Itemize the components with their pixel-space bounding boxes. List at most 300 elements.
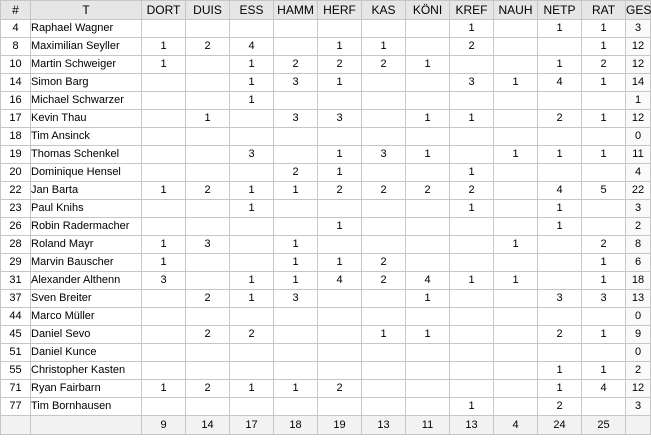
header-team-8[interactable]: NAUH xyxy=(494,1,538,20)
score-cell[interactable]: 1 xyxy=(142,56,186,74)
player-number[interactable]: 44 xyxy=(1,308,31,326)
score-cell[interactable]: 1 xyxy=(582,20,626,38)
team-total[interactable]: 25 xyxy=(582,416,626,435)
score-cell[interactable] xyxy=(362,74,406,92)
score-cell[interactable]: 1 xyxy=(230,380,274,398)
score-cell[interactable] xyxy=(494,182,538,200)
score-cell[interactable]: 1 xyxy=(142,182,186,200)
team-total[interactable]: 9 xyxy=(142,416,186,435)
score-cell[interactable] xyxy=(186,398,230,416)
score-cell[interactable] xyxy=(538,272,582,290)
score-cell[interactable] xyxy=(230,344,274,362)
team-total[interactable]: 14 xyxy=(186,416,230,435)
score-cell[interactable] xyxy=(406,344,450,362)
score-cell[interactable] xyxy=(362,308,406,326)
score-cell[interactable] xyxy=(406,74,450,92)
player-name[interactable]: Sven Breiter xyxy=(31,290,142,308)
score-cell[interactable] xyxy=(186,362,230,380)
score-cell[interactable] xyxy=(582,200,626,218)
score-cell[interactable]: 2 xyxy=(186,38,230,56)
score-cell[interactable]: 2 xyxy=(274,164,318,182)
score-cell[interactable]: 1 xyxy=(230,182,274,200)
player-number[interactable]: 17 xyxy=(1,110,31,128)
player-name[interactable]: Paul Knihs xyxy=(31,200,142,218)
score-cell[interactable]: 1 xyxy=(450,164,494,182)
score-cell[interactable] xyxy=(582,128,626,146)
player-name[interactable]: Marvin Bauscher xyxy=(31,254,142,272)
player-total[interactable]: 0 xyxy=(626,308,651,326)
score-cell[interactable]: 2 xyxy=(538,326,582,344)
score-cell[interactable]: 1 xyxy=(450,200,494,218)
score-cell[interactable] xyxy=(186,20,230,38)
score-cell[interactable] xyxy=(274,92,318,110)
player-total[interactable]: 14 xyxy=(626,74,651,92)
score-cell[interactable]: 1 xyxy=(142,38,186,56)
player-number[interactable]: 4 xyxy=(1,20,31,38)
score-cell[interactable] xyxy=(142,398,186,416)
player-name[interactable]: Thomas Schenkel xyxy=(31,146,142,164)
score-cell[interactable]: 1 xyxy=(538,200,582,218)
score-cell[interactable] xyxy=(538,236,582,254)
score-cell[interactable] xyxy=(274,146,318,164)
player-total[interactable]: 8 xyxy=(626,236,651,254)
score-cell[interactable] xyxy=(406,128,450,146)
player-number[interactable]: 28 xyxy=(1,236,31,254)
score-cell[interactable] xyxy=(450,56,494,74)
header-team-9[interactable]: NETP xyxy=(538,1,582,20)
score-cell[interactable] xyxy=(582,164,626,182)
score-cell[interactable] xyxy=(274,128,318,146)
score-cell[interactable]: 1 xyxy=(406,326,450,344)
score-cell[interactable]: 1 xyxy=(362,38,406,56)
score-cell[interactable] xyxy=(186,218,230,236)
score-cell[interactable] xyxy=(538,38,582,56)
player-number[interactable]: 26 xyxy=(1,218,31,236)
player-number[interactable]: 14 xyxy=(1,74,31,92)
score-cell[interactable]: 1 xyxy=(538,20,582,38)
score-cell[interactable]: 2 xyxy=(362,254,406,272)
header-num[interactable]: # xyxy=(1,1,31,20)
score-cell[interactable]: 1 xyxy=(450,272,494,290)
score-cell[interactable] xyxy=(142,110,186,128)
score-cell[interactable]: 2 xyxy=(450,182,494,200)
score-cell[interactable] xyxy=(582,398,626,416)
score-cell[interactable] xyxy=(450,236,494,254)
score-cell[interactable] xyxy=(406,380,450,398)
score-cell[interactable] xyxy=(186,272,230,290)
score-cell[interactable] xyxy=(142,362,186,380)
team-total[interactable]: 4 xyxy=(494,416,538,435)
player-number[interactable]: 55 xyxy=(1,362,31,380)
team-total[interactable]: 17 xyxy=(230,416,274,435)
score-cell[interactable]: 2 xyxy=(274,56,318,74)
score-cell[interactable]: 1 xyxy=(230,74,274,92)
score-cell[interactable]: 2 xyxy=(450,38,494,56)
header-team-7[interactable]: KREF xyxy=(450,1,494,20)
score-cell[interactable]: 4 xyxy=(406,272,450,290)
score-cell[interactable] xyxy=(538,308,582,326)
score-cell[interactable] xyxy=(142,74,186,92)
player-name[interactable]: Dominique Hensel xyxy=(31,164,142,182)
score-cell[interactable] xyxy=(362,200,406,218)
score-cell[interactable] xyxy=(494,20,538,38)
score-cell[interactable]: 1 xyxy=(582,272,626,290)
score-cell[interactable] xyxy=(318,236,362,254)
score-cell[interactable]: 3 xyxy=(582,290,626,308)
player-total[interactable]: 2 xyxy=(626,218,651,236)
score-cell[interactable]: 3 xyxy=(538,290,582,308)
player-name[interactable]: Robin Radermacher xyxy=(31,218,142,236)
score-cell[interactable] xyxy=(142,20,186,38)
player-name[interactable]: Marco Müller xyxy=(31,308,142,326)
score-cell[interactable]: 1 xyxy=(142,254,186,272)
player-number[interactable]: 71 xyxy=(1,380,31,398)
score-cell[interactable] xyxy=(230,308,274,326)
score-cell[interactable]: 2 xyxy=(318,182,362,200)
score-cell[interactable]: 1 xyxy=(274,182,318,200)
score-cell[interactable]: 1 xyxy=(230,290,274,308)
totals-empty-num[interactable] xyxy=(1,416,31,435)
score-cell[interactable]: 1 xyxy=(274,236,318,254)
score-cell[interactable] xyxy=(318,344,362,362)
score-cell[interactable] xyxy=(450,326,494,344)
score-cell[interactable]: 1 xyxy=(406,290,450,308)
score-cell[interactable] xyxy=(450,146,494,164)
score-cell[interactable]: 3 xyxy=(274,74,318,92)
header-team-4[interactable]: HERF xyxy=(318,1,362,20)
player-number[interactable]: 20 xyxy=(1,164,31,182)
player-number[interactable]: 37 xyxy=(1,290,31,308)
player-total[interactable]: 3 xyxy=(626,398,651,416)
score-cell[interactable]: 1 xyxy=(318,146,362,164)
score-cell[interactable]: 1 xyxy=(538,218,582,236)
score-cell[interactable]: 1 xyxy=(362,326,406,344)
score-cell[interactable]: 1 xyxy=(582,110,626,128)
score-cell[interactable]: 1 xyxy=(582,146,626,164)
player-total[interactable]: 3 xyxy=(626,200,651,218)
score-cell[interactable] xyxy=(538,128,582,146)
score-cell[interactable] xyxy=(450,218,494,236)
score-cell[interactable] xyxy=(142,92,186,110)
score-cell[interactable]: 1 xyxy=(318,164,362,182)
header-team-10[interactable]: RAT xyxy=(582,1,626,20)
score-cell[interactable] xyxy=(362,218,406,236)
player-total[interactable]: 6 xyxy=(626,254,651,272)
score-cell[interactable]: 1 xyxy=(318,38,362,56)
score-cell[interactable] xyxy=(362,398,406,416)
score-cell[interactable]: 1 xyxy=(494,146,538,164)
score-cell[interactable] xyxy=(274,344,318,362)
score-cell[interactable]: 1 xyxy=(538,146,582,164)
score-cell[interactable]: 2 xyxy=(582,56,626,74)
player-number[interactable]: 16 xyxy=(1,92,31,110)
score-cell[interactable]: 1 xyxy=(230,92,274,110)
team-total[interactable]: 13 xyxy=(450,416,494,435)
score-cell[interactable]: 3 xyxy=(318,110,362,128)
score-cell[interactable]: 2 xyxy=(362,182,406,200)
score-cell[interactable] xyxy=(274,38,318,56)
score-cell[interactable]: 1 xyxy=(406,56,450,74)
score-cell[interactable]: 2 xyxy=(230,326,274,344)
score-cell[interactable]: 3 xyxy=(186,236,230,254)
player-name[interactable]: Michael Schwarzer xyxy=(31,92,142,110)
score-cell[interactable] xyxy=(494,362,538,380)
score-cell[interactable] xyxy=(362,380,406,398)
score-cell[interactable]: 3 xyxy=(274,110,318,128)
score-cell[interactable] xyxy=(318,290,362,308)
score-cell[interactable]: 1 xyxy=(582,254,626,272)
score-cell[interactable] xyxy=(538,164,582,182)
player-total[interactable]: 4 xyxy=(626,164,651,182)
score-cell[interactable] xyxy=(494,380,538,398)
score-cell[interactable]: 1 xyxy=(450,110,494,128)
team-total[interactable]: 18 xyxy=(274,416,318,435)
team-total[interactable]: 13 xyxy=(362,416,406,435)
score-cell[interactable] xyxy=(450,362,494,380)
score-cell[interactable] xyxy=(186,56,230,74)
score-cell[interactable] xyxy=(582,218,626,236)
score-cell[interactable] xyxy=(186,146,230,164)
score-cell[interactable]: 2 xyxy=(362,272,406,290)
score-cell[interactable]: 1 xyxy=(494,236,538,254)
score-cell[interactable] xyxy=(406,20,450,38)
player-name[interactable]: Daniel Kunce xyxy=(31,344,142,362)
score-cell[interactable] xyxy=(406,236,450,254)
score-cell[interactable]: 4 xyxy=(538,182,582,200)
score-cell[interactable]: 1 xyxy=(318,218,362,236)
score-cell[interactable]: 2 xyxy=(362,56,406,74)
score-cell[interactable] xyxy=(142,290,186,308)
score-cell[interactable] xyxy=(494,308,538,326)
score-cell[interactable]: 3 xyxy=(362,146,406,164)
score-cell[interactable] xyxy=(142,128,186,146)
player-name[interactable]: Ryan Fairbarn xyxy=(31,380,142,398)
score-cell[interactable]: 1 xyxy=(230,56,274,74)
score-cell[interactable]: 4 xyxy=(582,380,626,398)
score-cell[interactable]: 1 xyxy=(186,110,230,128)
score-cell[interactable]: 1 xyxy=(582,38,626,56)
score-cell[interactable] xyxy=(274,308,318,326)
score-cell[interactable]: 2 xyxy=(318,56,362,74)
header-team-3[interactable]: HAMM xyxy=(274,1,318,20)
score-cell[interactable] xyxy=(494,92,538,110)
score-cell[interactable] xyxy=(494,200,538,218)
header-total[interactable]: GES xyxy=(626,1,651,20)
score-cell[interactable] xyxy=(582,308,626,326)
player-total[interactable]: 12 xyxy=(626,56,651,74)
score-cell[interactable] xyxy=(274,326,318,344)
score-cell[interactable] xyxy=(142,218,186,236)
player-name[interactable]: Tim Bornhausen xyxy=(31,398,142,416)
score-cell[interactable] xyxy=(494,128,538,146)
score-cell[interactable]: 1 xyxy=(318,74,362,92)
player-number[interactable]: 51 xyxy=(1,344,31,362)
player-number[interactable]: 77 xyxy=(1,398,31,416)
score-cell[interactable]: 1 xyxy=(142,380,186,398)
score-cell[interactable] xyxy=(318,398,362,416)
score-cell[interactable] xyxy=(450,92,494,110)
player-number[interactable]: 10 xyxy=(1,56,31,74)
score-cell[interactable] xyxy=(142,344,186,362)
score-cell[interactable] xyxy=(318,128,362,146)
score-cell[interactable] xyxy=(450,290,494,308)
score-cell[interactable] xyxy=(362,128,406,146)
score-cell[interactable] xyxy=(494,164,538,182)
player-total[interactable]: 12 xyxy=(626,110,651,128)
score-cell[interactable] xyxy=(362,236,406,254)
score-cell[interactable] xyxy=(494,56,538,74)
score-cell[interactable] xyxy=(450,128,494,146)
score-cell[interactable]: 1 xyxy=(582,362,626,380)
score-cell[interactable] xyxy=(582,344,626,362)
score-cell[interactable] xyxy=(362,20,406,38)
score-cell[interactable] xyxy=(406,164,450,182)
player-total[interactable]: 0 xyxy=(626,128,651,146)
score-cell[interactable] xyxy=(406,308,450,326)
score-cell[interactable] xyxy=(494,254,538,272)
score-cell[interactable]: 1 xyxy=(230,200,274,218)
score-cell[interactable]: 2 xyxy=(186,290,230,308)
player-total[interactable]: 13 xyxy=(626,290,651,308)
score-cell[interactable] xyxy=(230,128,274,146)
score-cell[interactable] xyxy=(230,362,274,380)
score-cell[interactable]: 1 xyxy=(274,254,318,272)
score-cell[interactable]: 1 xyxy=(538,362,582,380)
score-cell[interactable] xyxy=(142,164,186,182)
score-cell[interactable] xyxy=(186,92,230,110)
score-cell[interactable] xyxy=(142,146,186,164)
score-cell[interactable] xyxy=(538,254,582,272)
score-cell[interactable]: 4 xyxy=(318,272,362,290)
score-cell[interactable]: 2 xyxy=(186,182,230,200)
header-name[interactable]: T xyxy=(31,1,142,20)
score-cell[interactable]: 1 xyxy=(274,272,318,290)
score-cell[interactable] xyxy=(142,308,186,326)
header-team-6[interactable]: KÖNI xyxy=(406,1,450,20)
score-cell[interactable] xyxy=(274,200,318,218)
player-number[interactable]: 22 xyxy=(1,182,31,200)
score-cell[interactable] xyxy=(186,200,230,218)
score-cell[interactable]: 3 xyxy=(450,74,494,92)
score-cell[interactable] xyxy=(318,20,362,38)
player-name[interactable]: Jan Barta xyxy=(31,182,142,200)
score-cell[interactable]: 1 xyxy=(230,272,274,290)
score-cell[interactable] xyxy=(406,362,450,380)
score-cell[interactable]: 1 xyxy=(538,380,582,398)
player-name[interactable]: Simon Barg xyxy=(31,74,142,92)
score-cell[interactable] xyxy=(186,308,230,326)
score-cell[interactable] xyxy=(186,164,230,182)
score-cell[interactable] xyxy=(406,218,450,236)
totals-empty-ges[interactable] xyxy=(626,416,651,435)
header-team-5[interactable]: KAS xyxy=(362,1,406,20)
score-cell[interactable] xyxy=(494,38,538,56)
score-cell[interactable] xyxy=(186,128,230,146)
player-name[interactable]: Daniel Sevo xyxy=(31,326,142,344)
player-number[interactable]: 18 xyxy=(1,128,31,146)
player-total[interactable]: 11 xyxy=(626,146,651,164)
score-cell[interactable] xyxy=(230,236,274,254)
score-cell[interactable]: 1 xyxy=(274,380,318,398)
score-cell[interactable]: 1 xyxy=(582,326,626,344)
team-total[interactable]: 11 xyxy=(406,416,450,435)
player-name[interactable]: Maximilian Seyller xyxy=(31,38,142,56)
player-total[interactable]: 3 xyxy=(626,20,651,38)
score-cell[interactable] xyxy=(494,344,538,362)
score-cell[interactable]: 1 xyxy=(538,56,582,74)
score-cell[interactable]: 3 xyxy=(274,290,318,308)
score-cell[interactable]: 1 xyxy=(450,398,494,416)
score-cell[interactable] xyxy=(494,110,538,128)
header-team-0[interactable]: DORT xyxy=(142,1,186,20)
score-cell[interactable]: 5 xyxy=(582,182,626,200)
score-cell[interactable] xyxy=(230,20,274,38)
player-name[interactable]: Roland Mayr xyxy=(31,236,142,254)
player-total[interactable]: 12 xyxy=(626,38,651,56)
score-cell[interactable] xyxy=(318,326,362,344)
score-cell[interactable] xyxy=(274,218,318,236)
score-cell[interactable] xyxy=(274,20,318,38)
score-cell[interactable] xyxy=(538,92,582,110)
totals-empty-name[interactable] xyxy=(31,416,142,435)
score-cell[interactable] xyxy=(230,254,274,272)
score-cell[interactable]: 2 xyxy=(406,182,450,200)
score-cell[interactable] xyxy=(538,344,582,362)
score-cell[interactable]: 1 xyxy=(318,254,362,272)
player-number[interactable]: 19 xyxy=(1,146,31,164)
score-cell[interactable]: 1 xyxy=(582,74,626,92)
score-cell[interactable] xyxy=(362,290,406,308)
score-cell[interactable] xyxy=(406,398,450,416)
score-cell[interactable]: 1 xyxy=(494,74,538,92)
player-number[interactable]: 45 xyxy=(1,326,31,344)
score-cell[interactable]: 2 xyxy=(538,398,582,416)
score-cell[interactable]: 2 xyxy=(186,326,230,344)
score-cell[interactable]: 1 xyxy=(142,236,186,254)
score-cell[interactable] xyxy=(362,110,406,128)
score-cell[interactable]: 2 xyxy=(186,380,230,398)
player-number[interactable]: 29 xyxy=(1,254,31,272)
player-number[interactable]: 31 xyxy=(1,272,31,290)
score-cell[interactable] xyxy=(274,398,318,416)
score-cell[interactable] xyxy=(142,200,186,218)
score-cell[interactable] xyxy=(450,254,494,272)
player-total[interactable]: 22 xyxy=(626,182,651,200)
score-cell[interactable] xyxy=(406,254,450,272)
score-cell[interactable] xyxy=(582,92,626,110)
team-total[interactable]: 24 xyxy=(538,416,582,435)
score-cell[interactable] xyxy=(494,326,538,344)
score-cell[interactable] xyxy=(230,218,274,236)
player-name[interactable]: Christopher Kasten xyxy=(31,362,142,380)
score-cell[interactable] xyxy=(230,110,274,128)
score-cell[interactable]: 2 xyxy=(538,110,582,128)
player-name[interactable]: Alexander Althenn xyxy=(31,272,142,290)
score-cell[interactable] xyxy=(230,398,274,416)
score-cell[interactable]: 4 xyxy=(230,38,274,56)
score-cell[interactable]: 1 xyxy=(450,20,494,38)
score-cell[interactable] xyxy=(142,326,186,344)
score-cell[interactable] xyxy=(318,200,362,218)
score-cell[interactable] xyxy=(186,254,230,272)
score-cell[interactable] xyxy=(362,344,406,362)
header-team-2[interactable]: ESS xyxy=(230,1,274,20)
score-cell[interactable]: 1 xyxy=(406,146,450,164)
score-cell[interactable] xyxy=(230,164,274,182)
score-cell[interactable]: 2 xyxy=(582,236,626,254)
score-cell[interactable] xyxy=(450,380,494,398)
score-cell[interactable]: 1 xyxy=(494,272,538,290)
